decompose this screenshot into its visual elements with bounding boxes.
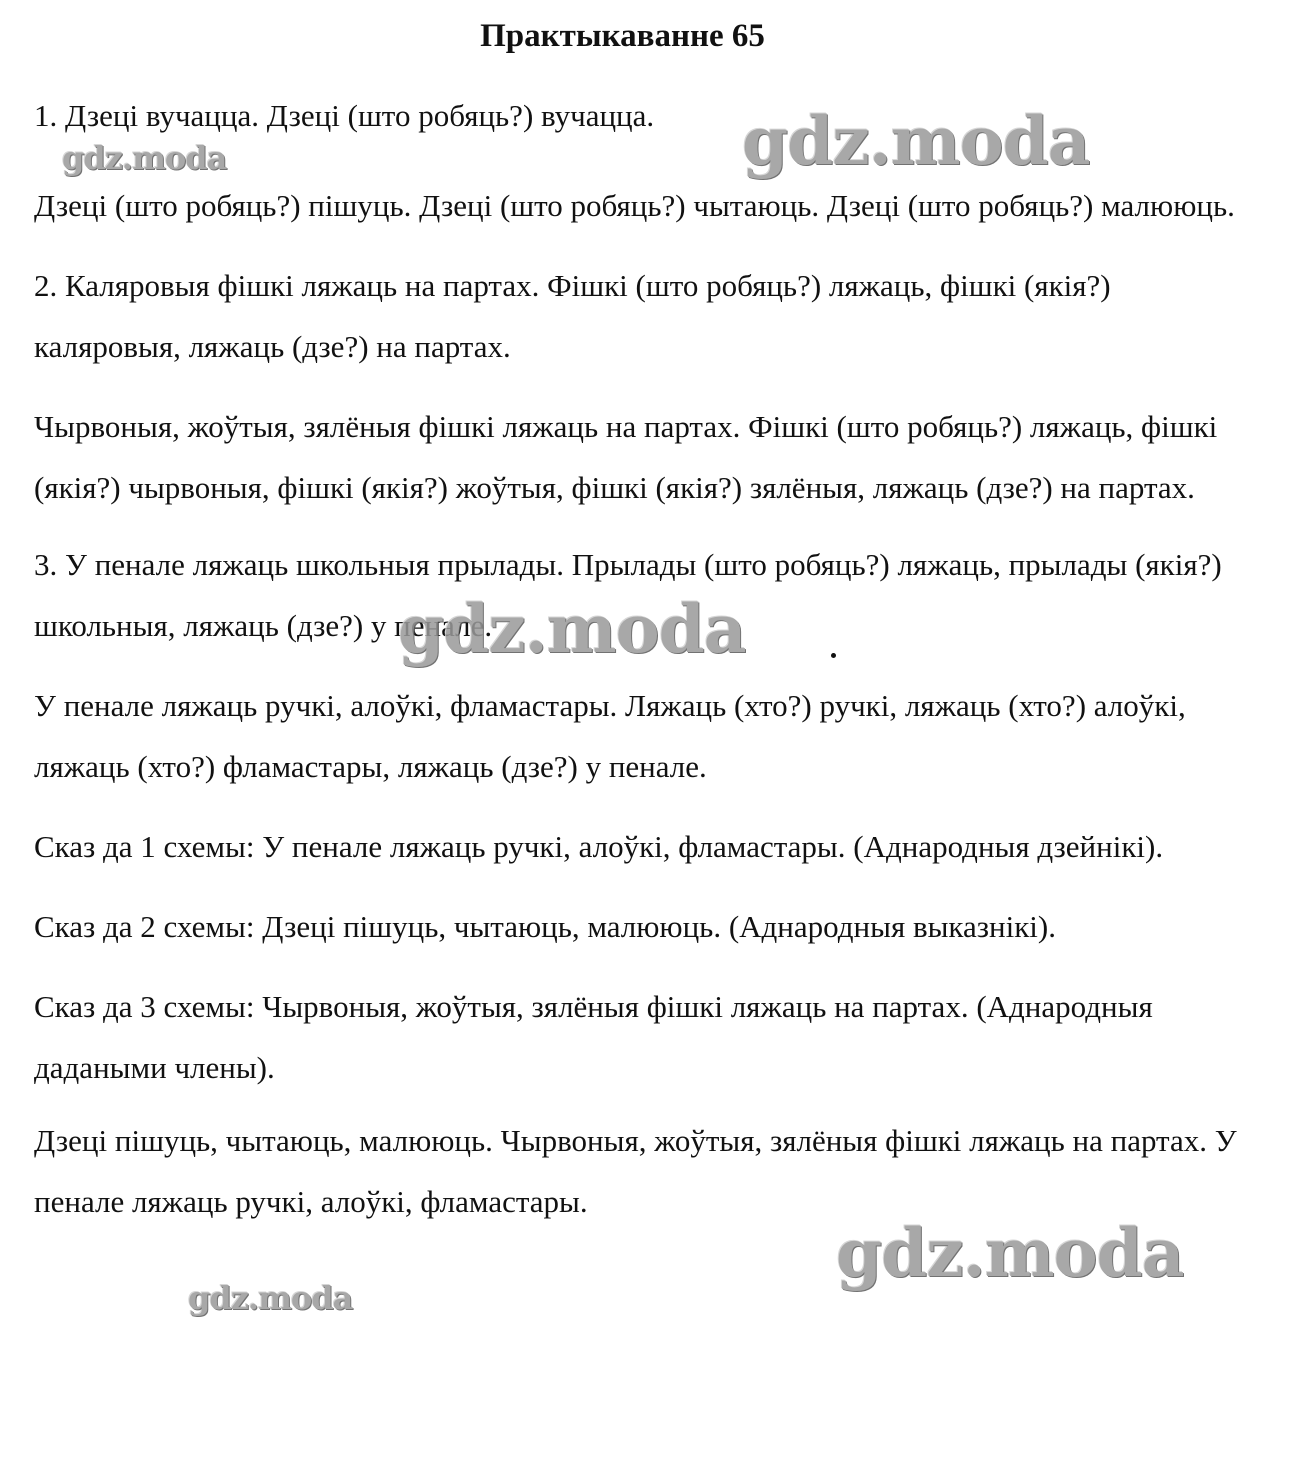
paragraph-10: Дзеці пішуць, чытаюць, малююць. Чырвоныя, жоўтыя, зялёныя фішкі ляжаць на партах. У пенале ляжаць ручкі, алоўкі, фламастары. bbox=[34, 1123, 1237, 1219]
paragraph-6: У пенале ляжаць ручкі, алоўкі, фламастары. Ляжаць (хто?) ручкі, ляжаць (хто?) алоўкі, ляжаць (хто?) фламастары, ляжаць (дзе?) у пенале. bbox=[34, 688, 1186, 784]
stray-dot bbox=[831, 653, 836, 658]
watermark-logo: gdz.moda bbox=[398, 590, 746, 668]
paragraph-9: Сказ да 3 схемы: Чырвоныя, жоўтыя, зялёныя фішкі ляжаць на партах. (Аднародныя дадаными члены). bbox=[34, 989, 1153, 1085]
paragraph-7: Сказ да 1 схемы: У пенале ляжаць ручкі, алоўкі, фламастары. (Аднародныя дзейнікі). bbox=[34, 829, 1164, 864]
answer-text bbox=[34, 93, 1264, 1251]
paragraph-1: 1. Дзеці вучацца. Дзеці (што робяць?) вучацца. bbox=[34, 98, 655, 133]
paragraph-2: Дзеці (што робяць?) пішуць. Дзеці (што робяць?) чытаюць. Дзеці (што робяць?) малююць. bbox=[34, 188, 1235, 223]
watermark-logo: gdz.moda bbox=[188, 1279, 353, 1317]
watermark-logo: gdz.moda bbox=[62, 139, 227, 177]
paragraph-5: 3. У пенале ляжаць школьныя прылады. Прылады (што робяць?) ляжаць, прылады (якія?) школьныя, ляжаць (дзе?) у пенале. bbox=[34, 547, 1222, 643]
watermark-logo: gdz.moda bbox=[742, 102, 1090, 180]
paragraph-8: Сказ да 2 схемы: Дзеці пішуць, чытаюць, малююць. (Аднародныя выказнікі). bbox=[34, 909, 1056, 944]
paragraph-4: Чырвоныя, жоўтыя, зялёныя фішкі ляжаць на партах. Фішкі (што робяць?) ляжаць, фішкі (якія?) чырвоныя, фішкі (якія?) жоўтыя, фішкі (якія?) зялёныя, ляжаць (дзе?) на партах. bbox=[34, 409, 1218, 505]
page-title: Практыкаванне 65 bbox=[480, 18, 765, 54]
paragraph-3: 2. Каляровыя фішкі ляжаць на партах. Фішкі (што робяць?) ляжаць, фішкі (якія?) каляровыя, ляжаць (дзе?) на партах. bbox=[34, 268, 1111, 364]
watermark-logo: gdz.moda bbox=[836, 1214, 1184, 1292]
